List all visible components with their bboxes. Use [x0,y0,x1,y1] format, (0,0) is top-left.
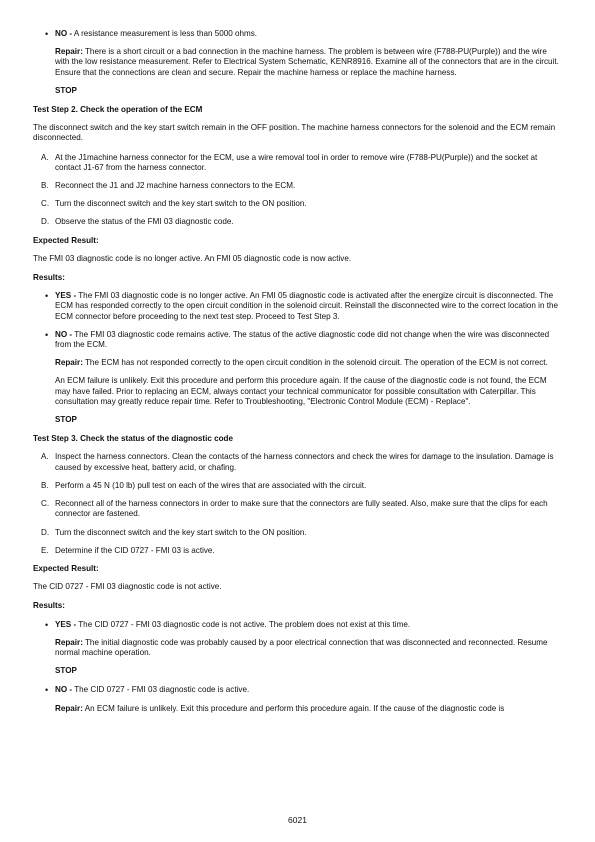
step-item [33,546,563,556]
yes-text: The FMI 03 diagnostic code is no longer active. An FMI 05 diagnostic code is activated after the energize circuit is disconnected. The ECM has responded correctly to the open circuit condition in the solenoid circuit. Reinstall the disconnected wire to the correct location in the ECM connector before proceeding to the next test step. Proceed to Test Step 3. [55,291,558,321]
yes-text: The CID 0727 - FMI 03 diagnostic code is not active. The problem does not exist at this time. [76,619,411,629]
repair-paragraph [33,47,563,78]
step-letter: B. [41,181,49,191]
no-label: NO - [55,685,73,695]
step2-expected-text: The FMI 03 diagnostic code is no longer active. An FMI 05 diagnostic code is now active. [33,253,352,263]
repair-label: Repair: [55,703,83,713]
result-no-step3 [33,685,563,695]
step-text: Inspect the harness connectors. Clean the contacts of the harness connectors and check the wires for damage to the insulation. Damage is caused by excessive heat, battery acid, or chafing. [55,452,554,472]
step-letter: D. [41,527,50,537]
step2-intro: The disconnect switch and the key start switch remain in the OFF position. The machine harness connectors for the solenoid and the ECM remain disconnected. [33,123,556,143]
result-yes-step3 [33,620,563,630]
step-item [33,181,563,191]
repair-paragraph [33,704,563,714]
results-heading: Results: [33,601,65,611]
result-yes-step2 [33,291,563,322]
repair-paragraph [33,358,563,368]
repair-label: Repair: [55,358,83,368]
step-text: Observe the status of the FMI 03 diagnostic code. [55,217,234,227]
step-item [33,481,563,491]
step-letter: C. [41,499,50,509]
step-letter: A. [41,152,49,162]
step-text: Reconnect the J1 and J2 machine harness connectors to the ECM. [55,181,296,191]
step-text: At the J1machine harness connector for the ECM, use a wire removal tool in order to remove wire (F788-PU(Purple)) and the socket at contact J1-67 from the harness connector. [55,152,538,172]
step2-heading: Test Step 2. Check the operation of the ECM [33,105,203,115]
no-text: The CID 0727 - FMI 03 diagnostic code is active. [72,685,250,695]
page-number: 6021 [288,815,307,825]
result-no-step2 [33,330,563,350]
no-label: NO - [55,329,73,339]
step-text: Reconnect all of the harness connectors in order to make sure that the connectors are fully seated. Also, make sure that the clips for each connector are fastened. [55,499,548,519]
repair-text: There is a short circuit or a bad connection in the machine harness. The problem is between wire (F788-PU(Purple)) and the wire with the low resistance measurement. Refer to Electrical System Schematic, KENR8916. Examine all of the connectors that are in the circuit. Ensure that the connections are clean and secure. Repair the machine harness or replace the machine harness. [55,47,559,77]
ecm-failure-paragraph: An ECM failure is unlikely. Exit this procedure and perform this procedure again. If the cause of the diagnostic code is not found, the ECM may have failed. Prior to replacing an ECM, always contact your technical communicator for possible consultation with Caterpillar. This consultation may greatly reduce repair time. Refer to Troubleshooting, "Electronic Control Module (ECM) - Replace". [55,376,547,406]
expected-result-heading: Expected Result: [33,563,99,573]
step-item [33,528,563,538]
stop-label: STOP [55,85,77,95]
step3-heading: Test Step 3. Check the status of the diagnostic code [33,434,233,444]
page-content [33,29,563,722]
no-text: A resistance measurement is less than 5000 ohms. [72,29,257,38]
step2-list [33,153,563,228]
repair-paragraph [33,638,563,658]
yes-label: YES - [55,291,77,301]
step-item [33,452,563,472]
step-letter: B. [41,480,49,490]
expected-result-heading: Expected Result: [33,235,99,245]
yes-label: YES - [55,619,77,629]
no-label: NO - [55,29,73,38]
repair-text: An ECM failure is unlikely. Exit this procedure and perform this procedure again. If the cause of the diagnostic code is [82,703,505,713]
step-text: Turn the disconnect switch and the key start switch to the ON position. [55,527,307,537]
step-text: Determine if the CID 0727 - FMI 03 is active. [55,545,215,555]
step-letter: D. [41,217,50,227]
step3-expected-text: The CID 0727 - FMI 03 diagnostic code is not active. [33,582,222,592]
step-item [33,153,563,173]
repair-text: The initial diagnostic code was probably caused by a poor electrical connection that was disconnected and reconnected. Resume normal machine operation. [55,637,548,657]
no-text: The FMI 03 diagnostic code remains active. The status of the active diagnostic code did not change when the wire was disconnected from the ECM. [55,329,550,350]
step-letter: A. [41,452,49,462]
repair-text: The ECM has not responded correctly to the open circuit condition in the solenoid circuit. The operation of the ECM is not correct. [82,358,548,368]
stop-label: STOP [55,666,77,676]
step-text: Turn the disconnect switch and the key start switch to the ON position. [55,199,307,209]
repair-label: Repair: [55,47,83,57]
repair-label: Repair: [55,637,83,647]
result-no-step1 [33,29,563,39]
step-letter: C. [41,199,50,209]
step-item [33,217,563,227]
step-item [33,199,563,209]
step-text: Perform a 45 N (10 lb) pull test on each of the wires that are associated with the circuit. [55,480,367,490]
step-item [33,499,563,519]
step3-list [33,452,563,555]
results-heading: Results: [33,273,65,283]
step-letter: E. [41,545,49,555]
stop-label: STOP [55,415,77,425]
